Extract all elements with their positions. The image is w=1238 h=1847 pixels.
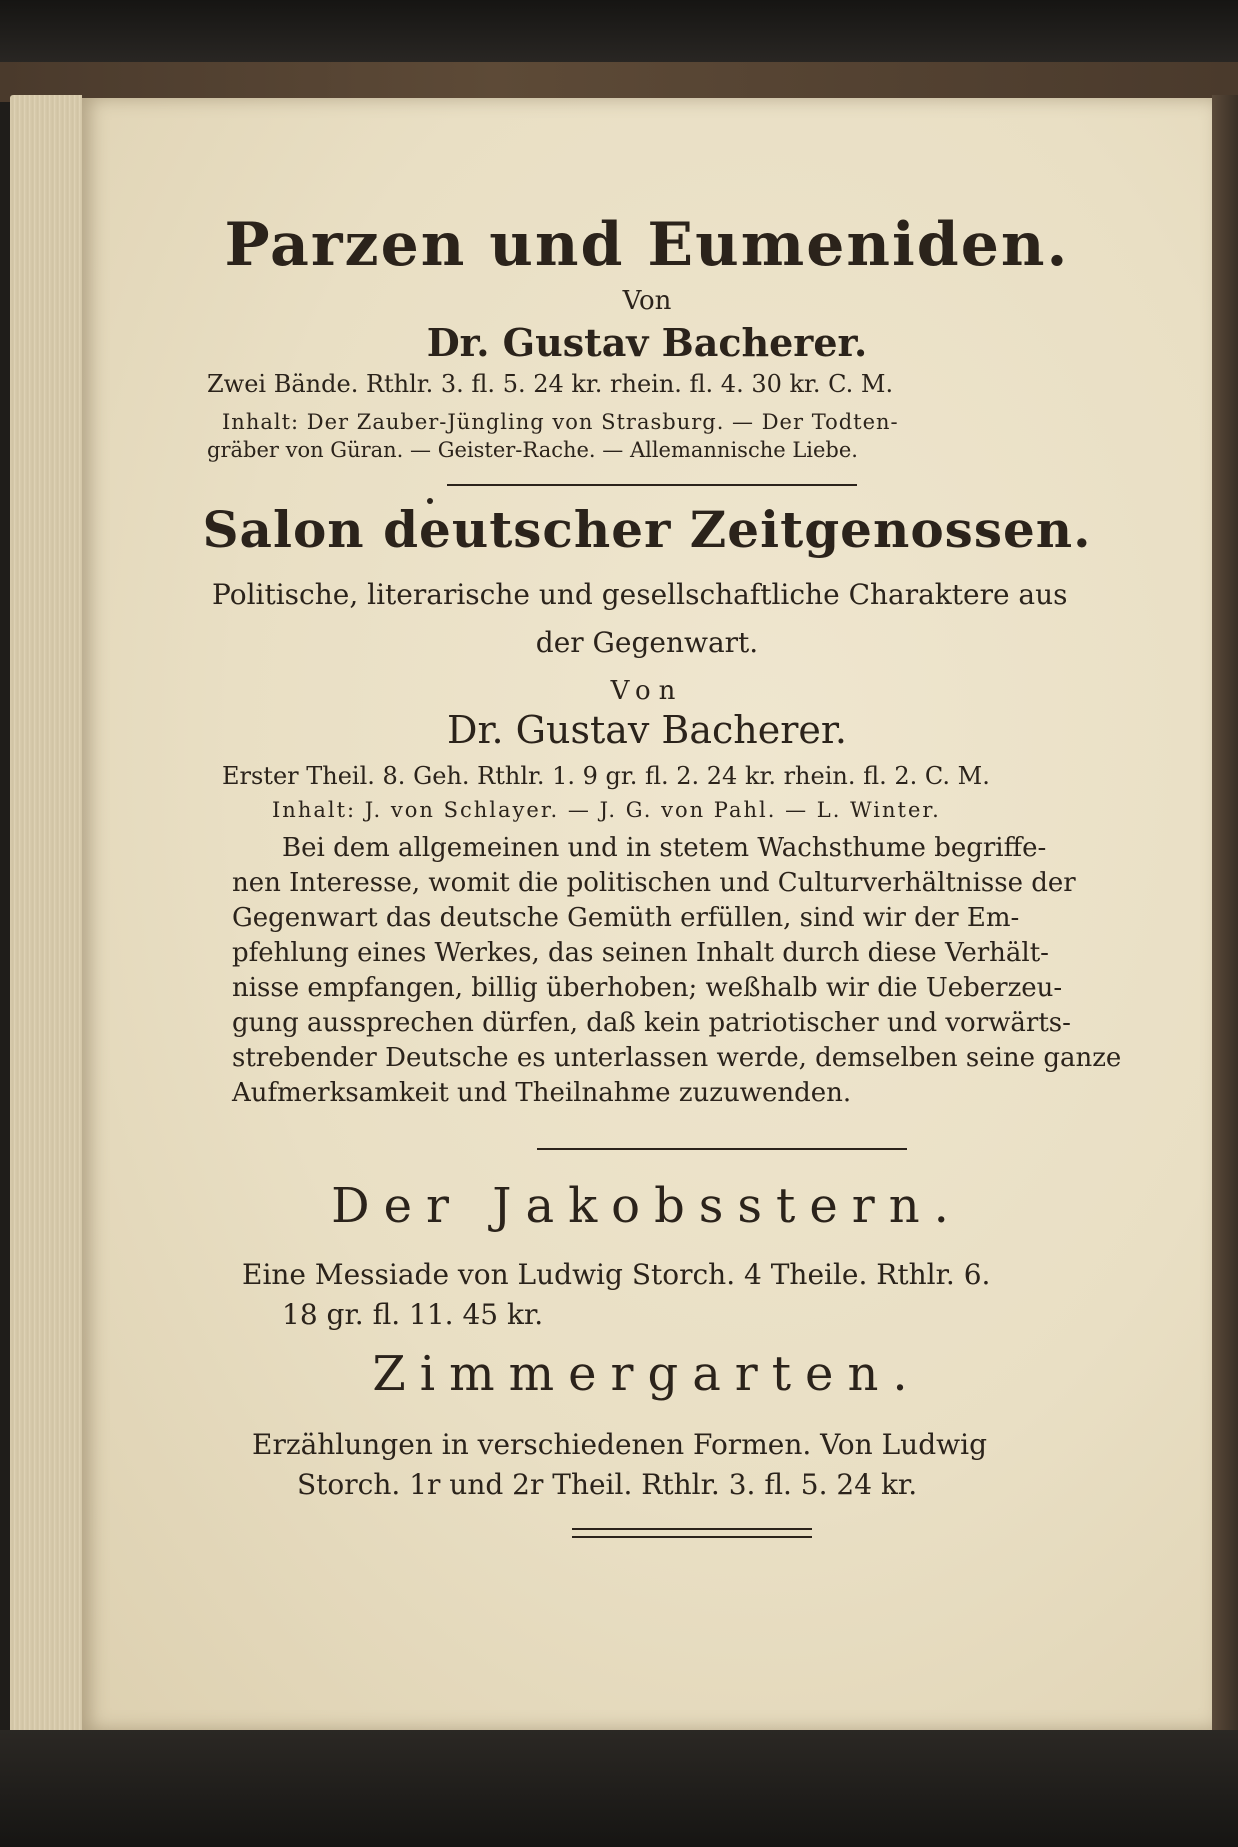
book4-title: Zimmergarten. [372, 1346, 922, 1402]
book2-subtitle-2: der Gegenwart. [535, 626, 759, 659]
book2-contents: Inhalt: J. von Schlayer. — J. G. von Pahl. — L. Winter. [272, 798, 941, 822]
book1-price: Zwei Bände. Rthlr. 3. fl. 5. 24 kr. rhein. fl. 4. 30 kr. C. M. [207, 370, 894, 398]
book4-line-1: Erzählungen in verschiedenen Formen. Von Ludwig [252, 1428, 987, 1461]
book3-line-1: Eine Messiade von Ludwig Storch. 4 Theile. Rthlr. 6. [242, 1258, 991, 1291]
book3-title: Der Jakobsstern. [331, 1178, 963, 1234]
page-edges [10, 95, 82, 1735]
book1-title: Parzen und Eumeniden. [224, 210, 1070, 280]
book2-title: Salon deutscher Zeitgenossen. [202, 500, 1092, 559]
book-cover-edge [1212, 95, 1238, 1735]
section-rule-2 [537, 1148, 907, 1150]
book2-desc-line-6: gung aussprechen dürfen, daß kein patriotischer und vorwärts- [232, 1008, 1071, 1038]
book2-von: Von [610, 676, 684, 706]
book2-author: Dr. Gustav Bacherer. [447, 708, 847, 752]
book2-desc-line-5: nisse empfangen, billig überhoben; weßhalb wir die Ueberzeu- [232, 973, 1063, 1003]
book3-line-2: 18 gr. fl. 11. 45 kr. [282, 1298, 544, 1331]
book1-contents-2: gräber von Güran. — Geister-Rache. — Allemannische Liebe. [207, 438, 858, 462]
book-binding-bottom [0, 1730, 1238, 1847]
book4-line-2: Storch. 1r und 2r Theil. Rthlr. 3. fl. 5. 24 kr. [297, 1468, 918, 1501]
book1-von: Von [622, 286, 672, 316]
book-cover-board [0, 62, 1238, 102]
book-page [82, 98, 1212, 1730]
book2-price: Erster Theil. 8. Geh. Rthlr. 1. 9 gr. fl. 2. 24 kr. rhein. fl. 2. C. M. [222, 762, 990, 790]
end-double-rule [572, 1528, 812, 1538]
book2-desc-line-8: Aufmerksamkeit und Theilnahme zuzuwenden. [232, 1078, 852, 1108]
book1-author: Dr. Gustav Bacherer. [426, 320, 868, 365]
book2-desc-line-7: strebender Deutsche es unterlassen werde, demselben seine ganze [232, 1043, 1122, 1073]
book1-contents-1: Inhalt: Der Zauber-Jüngling von Strasburg. — Der Todten- [222, 410, 899, 434]
book2-desc-line-4: pfehlung eines Werkes, das seinen Inhalt durch diese Verhält- [232, 938, 1049, 968]
book2-subtitle-1: Politische, literarische und gesellschaftliche Charaktere aus [212, 578, 1068, 611]
book2-desc-line-1: Bei dem allgemeinen und in stetem Wachsthume begriffe- [282, 833, 1047, 863]
book2-desc-line-2: nen Interesse, womit die politischen und Culturverhältnisse der [232, 868, 1076, 898]
book2-desc-line-3: Gegenwart das deutsche Gemüth erfüllen, sind wir der Em- [232, 903, 1020, 933]
section-rule-1 [447, 484, 857, 486]
